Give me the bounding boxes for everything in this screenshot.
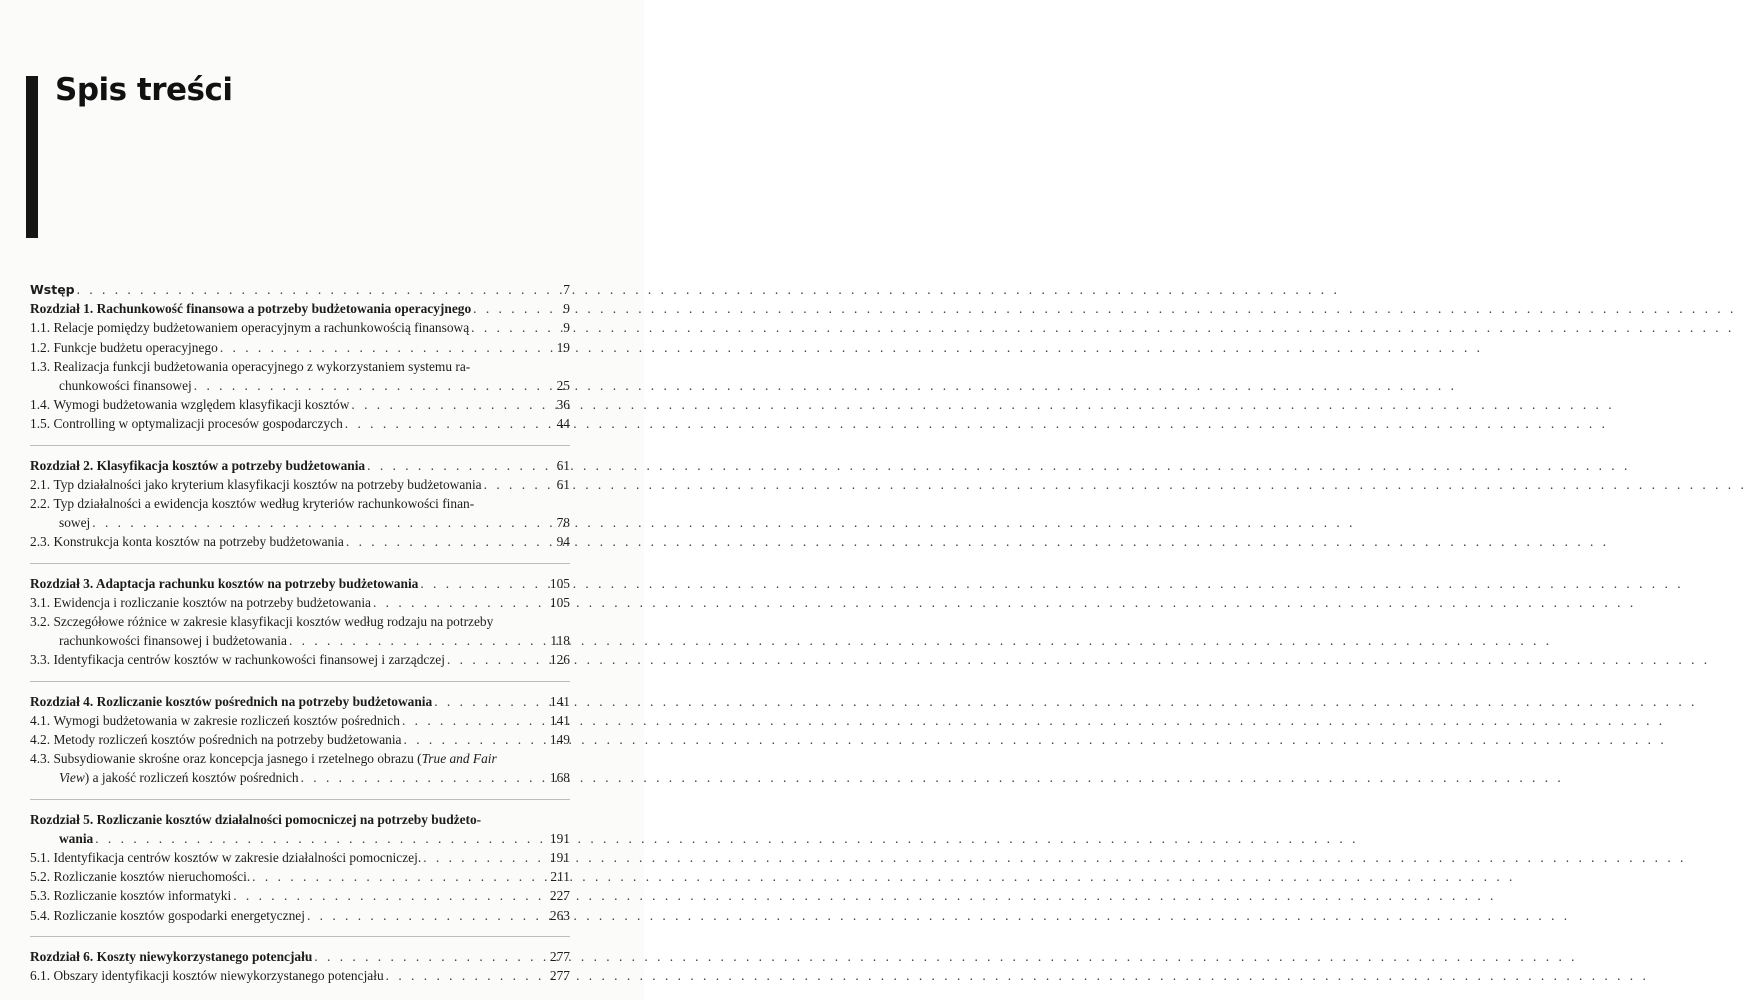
toc-entry-number: 4.3. [30,751,51,767]
toc-chapter-label: Rozdział 4. Rozliczanie kosztów pośrednich na potrzeby budżetowania [30,693,433,709]
dot-leader [402,711,538,730]
toc-entry-3-2-line1[interactable] [30,612,570,631]
toc-page-number: 94 [556,534,570,550]
dot-leader [95,829,538,848]
toc-entry-label: Metody rozliczeń kosztów pośrednich na potrzeby budżetowania [53,732,402,748]
toc-section-3 [30,574,570,670]
dot-leader [233,886,538,905]
dot-leader [289,631,538,650]
toc-entry-label-italic: View [59,770,85,786]
toc-entry-label-rest: ) a jakość rozliczeń kosztów pośrednich [84,770,299,786]
toc-page-number: 78 [556,515,570,531]
toc-page-number: 105 [549,575,570,591]
dot-leader [423,848,538,867]
toc-entry-1-5[interactable] [30,414,570,433]
dot-leader [386,966,538,985]
toc-section-5 [30,810,570,925]
toc-entry-label: Typ działalności jako kryterium klasyfikacji kosztów na potrzeby budżetowania [53,476,482,492]
section-divider [30,799,570,800]
toc-entry-label-line1: Realizacja funkcji budżetowania operacyjnego z wykorzystaniem systemu ra- [53,358,471,374]
toc-entry-number: 3.2. [30,614,51,630]
toc-chapter-label-line1: Rozdział 5. Rozliczanie kosztów działalności pomocniczej na potrzeby budżeto- [30,811,482,827]
toc-page-number: 9 [563,301,570,317]
toc-entry-label: Wstęp [30,282,75,297]
toc-entry-1-4[interactable] [30,395,570,414]
toc-chapter-3[interactable] [30,574,570,593]
toc-page-number: 61 [556,476,570,492]
section-divider [30,563,570,564]
title-accent-bar [26,76,38,238]
dot-leader [447,650,538,669]
toc-page-number: 277 [549,948,570,964]
toc-page-number: 25 [556,378,570,394]
toc-section-2 [30,456,570,552]
toc-entry-6-1[interactable] [30,966,570,985]
toc-section-6 [30,947,570,985]
toc-page-number: 36 [556,397,570,413]
toc-entry-number: 2.3. [30,534,51,550]
dot-leader [434,692,538,711]
toc-page-number: 149 [549,732,570,748]
toc-entry-1-2[interactable] [30,338,570,357]
dot-leader [420,574,538,593]
dot-leader [484,475,538,494]
dot-leader [307,906,538,925]
toc-entry-label: Identyfikacja centrów kosztów w zakresie działalności pomocniczej. [53,850,422,866]
toc-entry-1-3-line1[interactable] [30,357,570,376]
toc-entry-5-2[interactable] [30,867,570,886]
dot-leader [220,338,538,357]
toc-page-number: 9 [563,320,570,336]
toc-entry-number: 4.2. [30,732,51,748]
toc-page-number: 168 [549,770,570,786]
toc-entry-4-3[interactable] [30,768,570,787]
toc-page-number: 191 [549,850,570,866]
toc-entry-label: Wymogi budżetowania w zakresie rozliczeń kosztów pośrednich [53,712,400,728]
toc-page-number: 7 [563,282,570,297]
dot-leader [373,593,538,612]
toc-entry-4-3-line1[interactable] [30,749,570,768]
toc-entry-5-3[interactable] [30,886,570,905]
section-divider [30,445,570,446]
toc-page-number: 263 [549,907,570,923]
toc-entry-3-2[interactable] [30,631,570,650]
toc-section-4 [30,692,570,788]
toc-entry-number: 2.1. [30,476,51,492]
toc-entry-1-1[interactable] [30,318,570,337]
toc-chapter-label: Rozdział 3. Adaptacja rachunku kosztów na potrzeby budżetowania [30,575,419,591]
toc-entry-number: 1.3. [30,358,51,374]
toc-chapter-label: Rozdział 1. Rachunkowość finansowa a potrzeby budżetowania operacyjnego [30,301,472,317]
toc-entry-label: Rozliczanie kosztów gospodarki energetycznej [53,907,305,923]
toc-page-number: 118 [550,633,570,649]
toc-chapter-5-line1[interactable] [30,810,570,829]
toc-page-number: 61 [556,457,570,473]
toc-entry-label: Rozliczanie kosztów informatyki [53,888,232,904]
page-title: Spis treści [55,72,233,108]
toc-entry-1-3[interactable] [30,376,570,395]
toc-entry-number: 1.1. [30,320,51,336]
toc-entry-number: 3.3. [30,652,51,668]
toc-entry-label-line1: Subsydiowanie skrośne oraz koncepcja jasnego i rzetelnego obrazu ( [53,751,422,767]
toc-entry-number: 1.5. [30,416,51,432]
toc-chapter-1[interactable] [30,299,570,318]
toc-entry-2-2-line1[interactable] [30,494,570,513]
toc-page-number: 141 [549,693,570,709]
dot-leader [345,414,538,433]
section-divider [30,681,570,682]
toc-entry-number: 5.2. [30,869,51,885]
toc-entry-2-2[interactable] [30,513,570,532]
toc-entry-3-1[interactable] [30,593,570,612]
dot-leader [346,532,538,551]
toc-entry-label-italic: True and Fair [421,751,497,767]
toc-entry-label-line1: Szczegółowe różnice w zakresie klasyfikacji kosztów według rodzaju na potrzeby [53,614,494,630]
toc-page-number: 105 [549,594,570,610]
toc-entry-label: Controlling w optymalizacji procesów gospodarczych [53,416,343,432]
toc-chapter-label: Rozdział 6. Koszty niewykorzystanego potencjału [30,948,313,964]
toc-page-number: 126 [549,652,570,668]
dot-leader [367,456,538,475]
toc-page-number: 277 [549,968,570,984]
dot-leader [314,947,538,966]
toc-entry-number: 1.4. [30,397,51,413]
toc-entry-number: 2.2. [30,496,51,512]
toc-section-1 [30,280,570,434]
toc-chapter-5[interactable] [30,829,570,848]
toc-entry-2-1[interactable] [30,475,570,494]
toc-chapter-6[interactable] [30,947,570,966]
toc-entry-4-1[interactable] [30,711,570,730]
toc-chapter-label: Rozdział 2. Klasyfikacja kosztów a potrzeby budżetowania [30,457,366,473]
dot-leader [301,768,538,787]
toc-entry-number: 5.4. [30,907,51,923]
toc-entry-label: Relacje pomiędzy budżetowaniem operacyjnym a rachunkowością finansową [53,320,470,336]
toc-entry-3-3[interactable] [30,650,570,669]
dot-leader [351,395,538,414]
toc-entry-number: 1.2. [30,339,51,355]
toc-entry-4-2[interactable] [30,730,570,749]
toc-chapter-label: wania [59,830,94,846]
dot-leader [404,730,539,749]
toc-entry-label: Rozliczanie kosztów nieruchomości. [53,869,251,885]
toc-page-number: 227 [549,888,570,904]
toc-entry-5-1[interactable] [30,848,570,867]
toc-entry-intro[interactable] [30,280,570,299]
toc-entry-label: sowej [59,515,91,531]
toc-page-number: 19 [556,339,570,355]
dot-leader [252,867,538,886]
dot-leader [92,513,538,532]
toc-entry-5-4[interactable] [30,906,570,925]
toc-entry-number: 6.1. [30,968,51,984]
toc-chapter-2[interactable] [30,456,570,475]
toc-page-number: 211 [550,869,570,885]
toc-entry-2-3[interactable] [30,532,570,551]
toc-entry-number: 5.1. [30,850,51,866]
toc-entry-label: chunkowości finansowej [59,378,192,394]
section-divider [30,936,570,937]
toc-page-number: 44 [556,416,570,432]
toc-chapter-4[interactable] [30,692,570,711]
toc-page-number: 141 [549,712,570,728]
toc-entry-number: 4.1. [30,712,51,728]
dot-leader [473,299,538,318]
toc-entry-label: Obszary identyfikacji kosztów niewykorzystanego potencjału [53,968,384,984]
toc-page-number: 191 [549,830,570,846]
toc-entry-label: Wymogi budżetowania względem klasyfikacji kosztów [53,397,350,413]
toc-entry-label-line1: Typ działalności a ewidencja kosztów według kryteriów rachunkowości finan- [53,496,475,512]
toc-entry-number: 3.1. [30,594,51,610]
toc-entry-label: Konstrukcja konta kosztów na potrzeby budżetowania [53,534,344,550]
toc-entry-label: Ewidencja i rozliczanie kosztów na potrzeby budżetowania [53,594,371,610]
toc-entry-label: Funkcje budżetu operacyjnego [53,339,218,355]
toc-entry-number: 5.3. [30,888,51,904]
toc-entry-label: Identyfikacja centrów kosztów w rachunkowości finansowej i zarządczej [53,652,445,668]
dot-leader [471,318,538,337]
table-of-contents [30,280,570,985]
dot-leader [77,280,538,299]
dot-leader [194,376,538,395]
toc-entry-label [59,768,299,787]
toc-entry-label: rachunkowości finansowej i budżetowania [59,633,287,649]
